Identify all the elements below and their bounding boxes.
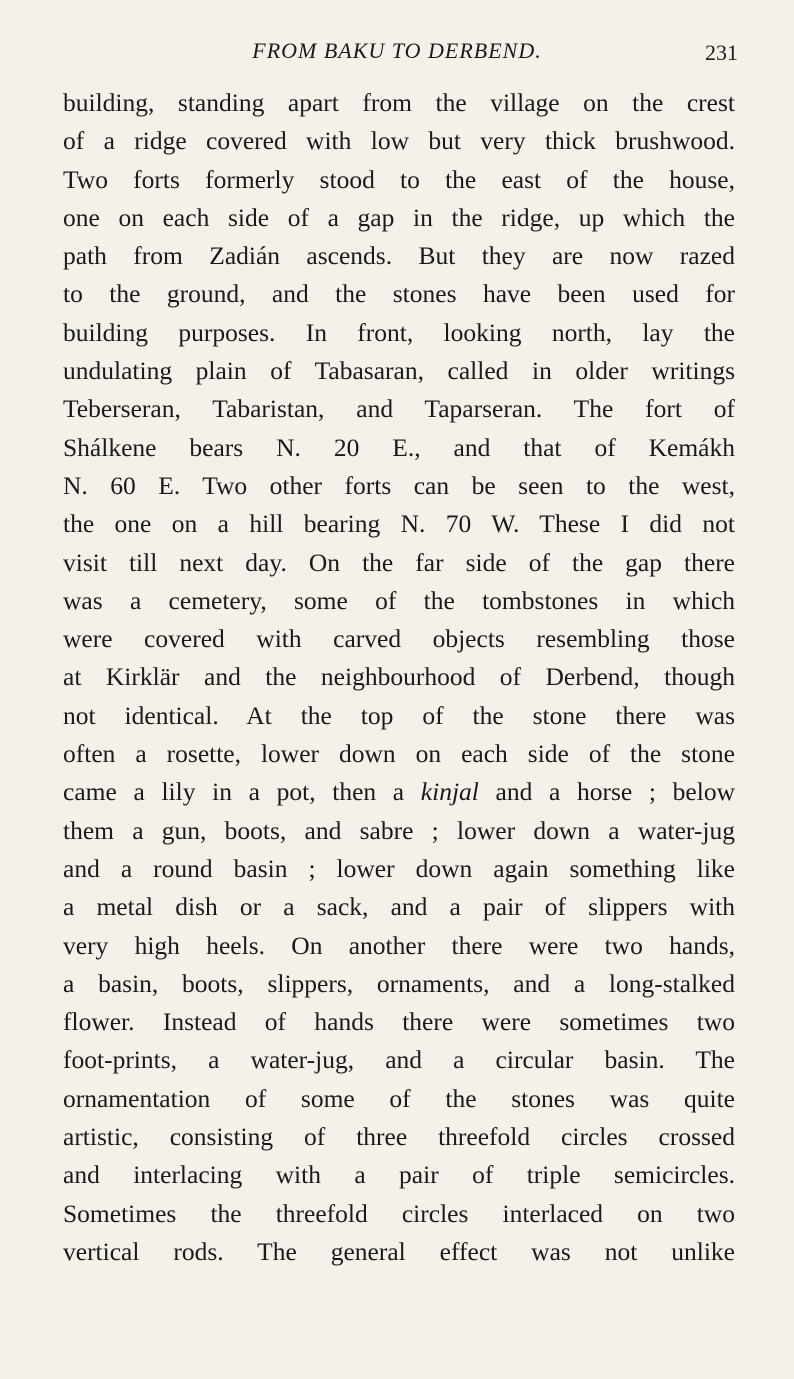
text-line <box>63 1233 735 1271</box>
text-line <box>63 390 735 428</box>
text-segment: and a round basin ; lower down again something like <box>63 853 735 883</box>
text-segment: visit till next day. On the far side of the gap there <box>63 547 735 577</box>
text-line <box>63 1118 735 1156</box>
text-segment: Shálkene bears N. 20 E., and that of Kemákh <box>63 432 735 462</box>
text-segment: building, standing apart from the village on the crest <box>63 88 735 117</box>
text-line <box>63 161 735 199</box>
text-line <box>63 1195 735 1233</box>
text-segment: Sometimes the threefold circles interlaced on two <box>63 1198 735 1228</box>
text-line <box>63 544 735 582</box>
text-segment: ornamentation of some of the stones was quite <box>63 1083 735 1113</box>
text-segment: at Kirklär and the neighbourhood of Derbend, though <box>63 662 735 692</box>
page-header <box>0 38 794 70</box>
text-segment: building purposes. In front, looking north, lay the <box>63 317 735 347</box>
text-line <box>63 314 735 352</box>
text-line <box>63 1041 735 1079</box>
text-segment: undulating plain of Tabasaran, called in older writings <box>63 356 735 386</box>
text-line <box>63 1080 735 1118</box>
text-line <box>63 1156 735 1194</box>
text-segment: the one on a hill bearing N. 70 W. These I did not <box>63 509 735 539</box>
text-segment: very high heels. On another there were two hands, <box>63 930 735 960</box>
text-segment: artistic, consisting of three threefold circles crossed <box>63 1122 735 1152</box>
text-segment: often a rosette, lower down on each side of the stone <box>63 739 735 769</box>
text-segment: Teberseran, Tabaristan, and Taparseran. The fort of <box>63 394 735 424</box>
text-segment: came a lily in a pot, then a <box>63 777 421 807</box>
text-line <box>63 199 735 237</box>
text-segment: one on each side of a gap in the ridge, up which the <box>63 202 735 232</box>
running-head: FROM BAKU TO DERBEND. <box>252 38 542 63</box>
text-segment: foot-prints, a water-jug, and a circular basin. The <box>63 1045 735 1075</box>
text-line <box>63 505 735 543</box>
text-line <box>63 965 735 1003</box>
text-line <box>63 927 735 965</box>
text-line <box>63 122 735 160</box>
text-segment: was a cemetery, some of the tombstones in which <box>63 585 735 615</box>
text-line <box>63 467 735 505</box>
text-segment: not identical. At the top of the stone there was <box>63 700 735 730</box>
text-segment: them a gun, boots, and sabre ; lower down a water-jug <box>63 815 735 845</box>
text-segment: vertical rods. The general effect was not unlike <box>63 1236 735 1266</box>
text-line <box>63 850 735 888</box>
text-line <box>63 735 735 773</box>
text-segment: Two forts formerly stood to the east of the house, <box>63 164 735 194</box>
text-segment: N. 60 E. Two other forts can be seen to the west, <box>63 470 735 500</box>
text-segment: of a ridge covered with low but very thick brushwood. <box>63 126 735 156</box>
text-segment: a metal dish or a sack, and a pair of slippers with <box>63 892 735 922</box>
text-segment: flower. Instead of hands there were sometimes two <box>63 1007 735 1037</box>
text-line <box>63 812 735 850</box>
text-line <box>63 620 735 658</box>
text-line <box>63 84 735 122</box>
text-line <box>63 658 735 696</box>
italic-word: kinjal <box>420 777 479 807</box>
text-line <box>63 697 735 735</box>
text-line <box>63 429 735 467</box>
text-line <box>63 1003 735 1041</box>
text-segment: to the ground, and the stones have been used for <box>63 279 735 309</box>
text-line <box>63 582 735 620</box>
text-line <box>63 888 735 926</box>
text-segment: and interlacing with a pair of triple semicircles. <box>63 1160 735 1190</box>
body-text <box>63 84 735 1271</box>
text-segment: and a horse ; below <box>478 777 735 807</box>
page-number: 231 <box>705 40 738 65</box>
text-segment: a basin, boots, slippers, ornaments, and a long-stalked <box>63 968 735 998</box>
text-line <box>63 352 735 390</box>
text-segment: path from Zadián ascends. But they are now razed <box>63 241 735 271</box>
text-segment: were covered with carved objects resembling those <box>63 624 735 654</box>
text-line <box>63 275 735 313</box>
text-line <box>63 773 735 811</box>
text-line <box>63 237 735 275</box>
